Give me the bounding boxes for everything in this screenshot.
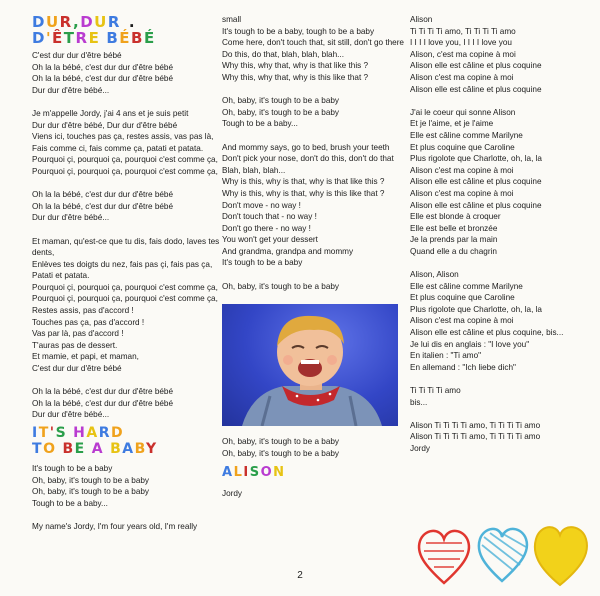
lyric-line: Oh la la bébé, c'est dur dur d'être bébé bbox=[32, 201, 174, 211]
title-letter: B bbox=[110, 441, 123, 457]
title-letter: A bbox=[91, 441, 105, 457]
lyric-line: And grandma, grandpa and mommy bbox=[222, 246, 354, 256]
title-line-1 bbox=[32, 425, 210, 441]
title-letter: D bbox=[32, 29, 46, 47]
lyric-line: Why this, why that, why is that like this ? bbox=[222, 61, 369, 71]
lyric-line: Ti Ti Ti Ti amo bbox=[410, 386, 461, 395]
lyric-line: Do this, do that, blah, blah, blah... bbox=[222, 49, 344, 59]
lyric-line: Elle est câline comme Marilyne bbox=[410, 281, 523, 291]
lyric-line: Restes assis, pas d'accord ! bbox=[32, 306, 134, 316]
lyric-line: Dur dur d'être bébé... bbox=[32, 85, 110, 95]
lyric-line: Et plus coquine que Caroline bbox=[410, 293, 515, 303]
lyric-line: Tough to be a baby... bbox=[222, 119, 298, 129]
lyric-line: Alison c'est ma copine à moi bbox=[410, 316, 514, 326]
lyric-line: Oh la la bébé, c'est dur dur d'être bébé bbox=[32, 190, 174, 200]
lyric-line: Vas par là, pas d'accord ! bbox=[32, 329, 124, 339]
lyric-line: Et plus coquine que Caroline bbox=[410, 142, 515, 152]
lyric-line: Patati et patata. bbox=[32, 271, 90, 281]
title-letter: ' bbox=[49, 425, 56, 441]
lyric-line: En allemand : "Ich liebe dich" bbox=[410, 362, 516, 372]
lyric-line: Come here, don't touch that, sit still, don't go there bbox=[222, 38, 404, 48]
title-letter: D bbox=[111, 425, 125, 441]
lyric-line: Fais comme ci, fais comme ça, patati et patata. bbox=[32, 143, 204, 153]
title-letter: A bbox=[86, 425, 99, 441]
lyric-line: En italien : "Ti amo" bbox=[410, 351, 482, 361]
lyric-line: Alison elle est câline et plus coquine, bis... bbox=[410, 328, 564, 338]
lyric-line: It's tough to be a baby bbox=[32, 464, 113, 473]
lyric-line: Elle est belle et bronzée bbox=[410, 223, 498, 233]
lyric-line: Oh la la bébé, c'est dur dur d'être bébé bbox=[32, 387, 174, 397]
lyric-line: J'ai le coeur qui sonne Alison bbox=[410, 107, 516, 117]
song-title-alison bbox=[222, 465, 400, 480]
lyric-line: It's tough to be a baby, tough to be a baby bbox=[222, 26, 375, 36]
title-letter: L bbox=[233, 465, 244, 481]
lyric-line: Alison elle est câline et plus coquine bbox=[410, 177, 542, 187]
lyric-line: Pourquoi çi, pourquoi ça, pourquoi c'est comme ça, bbox=[32, 155, 218, 165]
lyric-line: Je la prends par la main bbox=[410, 235, 498, 245]
title-letter: O bbox=[260, 465, 274, 481]
lyric-line: Blah, blah, blah... bbox=[222, 165, 286, 175]
lyric-line: Ti Ti Ti Ti amo, Ti Ti Ti Ti amo bbox=[410, 26, 516, 36]
jordy-photo bbox=[222, 304, 398, 426]
title-letter: E bbox=[88, 29, 101, 47]
lyric-line: dents, bbox=[32, 248, 55, 258]
lyric-line: Plus rigolote que Charlotte, oh, la, la bbox=[410, 154, 542, 164]
verse-block bbox=[410, 14, 588, 95]
lyric-line: Don't move - no way ! bbox=[222, 200, 301, 210]
lyric-line: Oh, baby, it's tough to be a baby bbox=[222, 107, 340, 117]
title-letter: T bbox=[32, 441, 44, 457]
lyric-line: Don't go there - no way ! bbox=[222, 223, 311, 233]
lyric-line: Alison Ti Ti Ti Ti amo, Ti Ti Ti Ti amo bbox=[410, 420, 541, 430]
lyric-line: Alison c'est ma copine à moi bbox=[410, 72, 514, 82]
title-letter: É bbox=[143, 29, 156, 47]
lyric-line: Alison elle est câline et plus coquine bbox=[410, 200, 542, 210]
verse-block bbox=[32, 189, 210, 224]
lyric-line: Je m'appelle Jordy, j'ai 4 ans et je suis petit bbox=[32, 108, 189, 118]
lyric-line: And mommy says, go to bed, brush your teeth bbox=[222, 142, 390, 152]
title-letter: T bbox=[38, 425, 50, 441]
lyric-line: Pourquoi çi, pourquoi ça, pourquoi c'est comme ça, bbox=[32, 294, 218, 304]
verse-block bbox=[222, 14, 404, 84]
lyric-line: My name's Jordy, I'm four years old, I'm really bbox=[32, 521, 198, 531]
lyric-line: Alison c'est ma copine à moi bbox=[410, 188, 514, 198]
lyric-line: Alison, c'est ma copine à moi bbox=[410, 49, 516, 59]
song-title-dur-dur bbox=[32, 14, 210, 46]
lyric-line: Pourquoi çi, pourquoi ça, pourquoi c'est comme ça, bbox=[32, 166, 218, 176]
lyric-line: It's tough to be a baby bbox=[222, 258, 303, 268]
lyric-line: Oh la la bébé, c'est dur dur d'être bébé bbox=[32, 62, 174, 72]
title-letter: Ê bbox=[52, 29, 64, 47]
lyric-line: Don't touch that - no way ! bbox=[222, 212, 317, 222]
lyric-line: Alison Ti Ti Ti Ti amo, Ti Ti Ti Ti amo bbox=[410, 432, 541, 442]
title-letter: O bbox=[43, 441, 57, 457]
title-line-1 bbox=[32, 14, 210, 30]
title-line-2 bbox=[32, 30, 210, 46]
credit-jordy: Jordy bbox=[222, 489, 243, 499]
lyric-line: Oh, baby, it's tough to be a baby bbox=[222, 281, 340, 291]
verse-block bbox=[410, 385, 588, 408]
lyric-line: Viens ici, touches pas ça, restes assis, vas pas là, bbox=[32, 132, 214, 142]
lyric-line: Dur dur d'être bébé, Dur dur d'être bébé bbox=[32, 120, 178, 130]
lyrics-column-2 bbox=[222, 14, 404, 500]
title-letter: B bbox=[106, 29, 120, 47]
title-letter: I bbox=[243, 465, 250, 481]
title-letter: D bbox=[32, 13, 46, 31]
verse-block bbox=[32, 108, 218, 178]
title-letter: A bbox=[122, 441, 135, 457]
lyric-line: Alison c'est ma copine à moi bbox=[410, 165, 514, 175]
verse-block bbox=[222, 95, 400, 130]
verse-block bbox=[222, 142, 400, 270]
verse-block bbox=[32, 463, 210, 509]
lyric-line: Don't pick your nose, don't do this, don't do that bbox=[222, 154, 394, 164]
song-title-its-hard bbox=[32, 425, 210, 457]
lyrics-column-3 bbox=[410, 14, 588, 455]
lyric-line: Tough to be a baby... bbox=[32, 498, 108, 508]
verse-block bbox=[32, 50, 210, 96]
title-letter: É bbox=[119, 29, 132, 47]
lyric-line: Oh, baby, it's tough to be a baby bbox=[32, 475, 150, 485]
verse-block bbox=[222, 281, 400, 293]
title-letter: H bbox=[73, 425, 87, 441]
lyric-line: Jordy bbox=[410, 443, 431, 453]
title-letter: I bbox=[32, 425, 39, 441]
lyric-line: C'est dur dur d'être bébé bbox=[32, 51, 122, 60]
lyric-line: You won't get your dessert bbox=[222, 235, 318, 245]
lyric-line: Alison bbox=[410, 15, 433, 24]
lyric-line: Pourquoi çi, pourquoi ça, pourquoi c'est comme ça, bbox=[32, 282, 218, 292]
title-letter: E bbox=[74, 441, 86, 457]
title-line bbox=[222, 465, 400, 480]
title-letter: A bbox=[222, 465, 234, 481]
lyric-line: small bbox=[222, 15, 242, 24]
title-line-2 bbox=[32, 441, 210, 457]
lyric-line: Je lui dis en anglais : "I love you" bbox=[410, 339, 530, 349]
lyric-line: Why is this, why is that, why is this like that ? bbox=[222, 188, 385, 198]
lyric-line: Alison, Alison bbox=[410, 270, 459, 280]
verse-block bbox=[32, 236, 220, 375]
title-letter: S bbox=[55, 425, 68, 441]
title-letter: , bbox=[72, 13, 81, 31]
lyric-line: Et maman, qu'est-ce que tu dis, fais dodo, laves tes bbox=[32, 236, 220, 246]
title-letter: D bbox=[80, 13, 95, 31]
page-number: 2 bbox=[297, 570, 303, 581]
lyric-line: Et je l'aime, et je l'aime bbox=[410, 119, 494, 129]
child-portrait-illustration bbox=[222, 304, 398, 426]
title-letter: B bbox=[134, 441, 146, 457]
verse-block bbox=[410, 107, 588, 258]
title-dot: . bbox=[128, 13, 137, 31]
lyric-line: T'auras pas de dessert. bbox=[32, 340, 118, 350]
lyric-line: Elle est câline comme Marilyne bbox=[410, 130, 523, 140]
title-letter: N bbox=[273, 465, 286, 481]
title-letter: B bbox=[131, 29, 144, 47]
lyric-line: Oh, baby, it's tough to be a baby bbox=[32, 487, 150, 497]
lyric-line: Why this, why that, why is this like that ? bbox=[222, 72, 369, 82]
lyric-line: Oh la la bébé, c'est dur dur d'être bébé bbox=[32, 74, 174, 84]
title-letter: R bbox=[98, 425, 112, 441]
lyric-line: C'est dur dur d'être bébé bbox=[32, 364, 122, 374]
title-letter: ' bbox=[45, 29, 53, 47]
lyric-line: Alison elle est câline et plus coquine bbox=[410, 84, 542, 94]
verse-block bbox=[222, 436, 400, 459]
title-letter: R bbox=[75, 29, 89, 47]
title-letter: T bbox=[63, 29, 76, 47]
title-letter: B bbox=[62, 441, 75, 457]
title-letter: Y bbox=[145, 441, 158, 457]
title-letter: R bbox=[59, 13, 73, 31]
lyric-line: Oh, baby, it's tough to be a baby bbox=[222, 96, 340, 106]
verse-block bbox=[32, 386, 210, 421]
lyric-line: Et mamie, et papi, et maman, bbox=[32, 352, 139, 362]
title-letter: S bbox=[249, 465, 261, 481]
lyric-line: Dur dur d'être bébé... bbox=[32, 410, 110, 420]
verse-block bbox=[32, 521, 210, 533]
lyric-line: Oh la la bébé, c'est dur dur d'être bébé bbox=[32, 398, 174, 408]
lyric-line: Enlèves tes doigts du nez, fais pas çi, fais pas ça, bbox=[32, 259, 213, 269]
title-letter: U bbox=[45, 13, 60, 31]
lyric-line: Quand elle a du chagrin bbox=[410, 246, 497, 256]
verse-block bbox=[410, 269, 588, 373]
lyric-line: Plus rigolote que Charlotte, oh, la, la bbox=[410, 304, 542, 314]
lyric-line: Oh, baby, it's tough to be a baby bbox=[222, 448, 340, 458]
lyric-line: Oh, baby, it's tough to be a baby bbox=[222, 437, 340, 447]
lyric-line: Dur dur d'être bébé... bbox=[32, 213, 110, 223]
lyric-line: Alison elle est câline et plus coquine bbox=[410, 61, 542, 71]
title-letter: U bbox=[94, 13, 108, 31]
verse-block bbox=[410, 420, 588, 455]
lyric-line: Elle est blonde à croquer bbox=[410, 212, 501, 222]
lyric-line: Why is this, why is that, why is that like this ? bbox=[222, 177, 385, 187]
lyric-line: Touches pas ça, pas d'accord ! bbox=[32, 317, 145, 327]
lyric-line: I I I I love you, I I I I love you bbox=[410, 38, 512, 48]
title-letter: R bbox=[107, 13, 121, 31]
lyrics-column-1 bbox=[32, 13, 220, 533]
lyric-line: bis... bbox=[410, 397, 428, 407]
